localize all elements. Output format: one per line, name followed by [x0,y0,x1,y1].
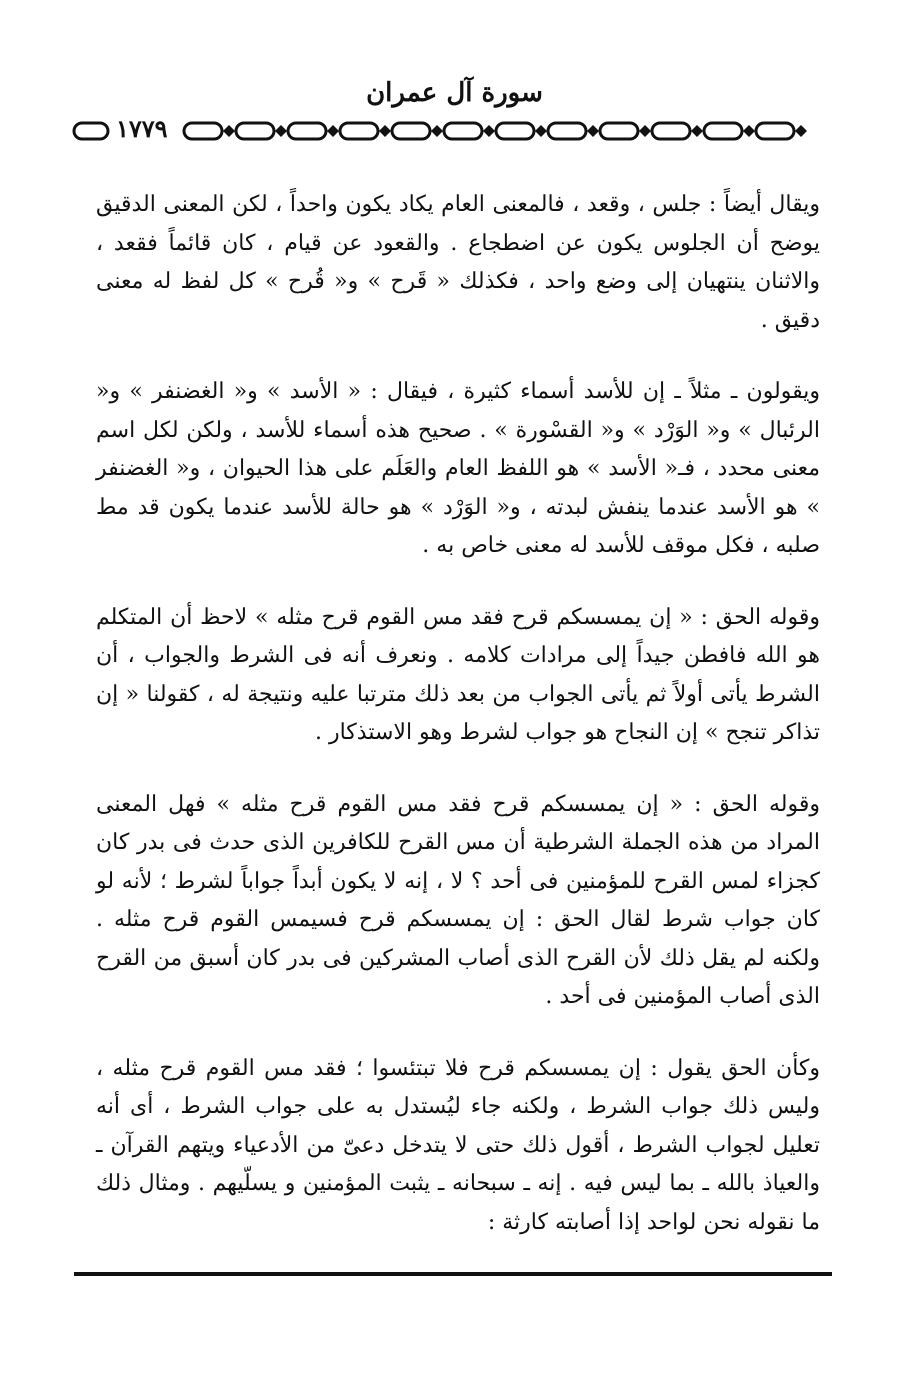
chain-link [704,123,742,139]
chain-diamond [223,125,235,137]
paragraph-4: وقوله الحق : « إن يمسسكم قرح فقد مس القوم قرح مثله » فهل المعنى المراد من هذه الجملة الشرطية أن مس القرح للكافرين الذى حدث فى بدر كان كجزاء لمس القرح للمؤمنين فى أحد ؟ لا ، إنه لا يكون أبداً جواباً لشرط ؛ لأنه لو كان جواب شرط لقال الحق : إن يمسسكم قرح فسيمس القوم قرح مثله . ولكنه لم يقل ذلك لأن القرح الذى أصاب المشركين فى بدر كان أسبق من القرح الذى أصاب المؤمنين فى أحد . [96,791,820,1009]
paragraph-5: وكأن الحق يقول : إن يمسسكم قرح فلا تبتئسوا ؛ فقد مس القوم قرح مثله ، وليس ذلك جواب الشرط ، ولكنه جاء ليُستدل به على جواب الشرط ، أى أنه تعليل لجواب الشرط ، أقول ذلك حتى لا يتدخل دعىّ من الأدعياء ويتهم القرآن ـ والعياذ بالله ـ بما ليس فيه . إنه ـ سبحانه ـ يثبت المؤمنين و يسلّيهم . ومثال ذلك ما نقوله نحن لواحد إذا أصابته كارثة : [96,1055,820,1235]
chain-link [600,123,638,139]
chain-diamond [587,125,599,137]
paragraph-1: ويقال أيضاً : جلس ، وقعد ، فالمعنى العام يكاد يكون واحداً ، لكن المعنى الدقيق يوضح أن الجلوس يكون عن اضطجاع . والقعود عن قيام ، كان قائماً فقعد ، والاثنان ينتهيان إلى وضع واحد ، فكذلك « قَرح » و« قُرح » كل لفظ له معنى دقيق . [96,192,820,333]
chain-link [184,123,222,139]
chain-diamond [431,125,443,137]
chain-diamond [795,125,807,137]
chain-link [340,123,378,139]
chain-link [288,123,326,139]
chain-diamond [327,125,339,137]
surah-title: سورة آل عمران [366,78,543,108]
chain-diamond [379,125,391,137]
chain-ornament-graphic [72,116,832,146]
chain-link [392,123,430,139]
page-body [96,186,820,1275]
ornamental-header-band [72,116,832,146]
chain-link [236,123,274,139]
chain-diamond [275,125,287,137]
chain-link [548,123,586,139]
chain-diamond [639,125,651,137]
chain-link [444,123,482,139]
chain-link [652,123,690,139]
paragraph-2: ويقولون ـ مثلاً ـ إن للأسد أسماء كثيرة ، فيقال : « الأسد » و« الغضنفر » و« الرئبال » و« الوَرْد » و« القسْورة » . صحيح هذه أسماء للأسد ، ولكن لكل اسم معنى محدد ، فـ« الأسد » هو اللفظ العام والعَلَم على هذا الحيوان ، و« الغضنفر » هو الأسد عندما ينفش لبدته ، و« الوَرْد » هو حالة للأسد عندما يكون قد مط صلبه ، فكل موقف للأسد له معنى خاص به . [96,379,820,558]
chain-diamond [535,125,547,137]
paragraph-3: وقوله الحق : « إن يمسسكم قرح فقد مس القوم قرح مثله » لاحظ أن المتكلم هو الله فافطن جيداً إلى مرادات كلامه . ونعرف أنه فى الشرط والجواب ، أن الشرط يأتى أولاً ثم يأتى الجواب من بعد ذلك مترتبا عليه ونتيجة له ، كقولنا « إن تذاكر تنجح » إن النجاح هو جواب لشرط وهو الاستذكار . [96,604,820,745]
chain-diamond [483,125,495,137]
chain-link [756,123,794,139]
chain-link [496,123,534,139]
chain-link-end [74,123,108,139]
chain-diamond [743,125,755,137]
page-number: ١٧٧٩ [112,114,172,144]
footer-rule [74,1272,832,1276]
chain-diamond [691,125,703,137]
